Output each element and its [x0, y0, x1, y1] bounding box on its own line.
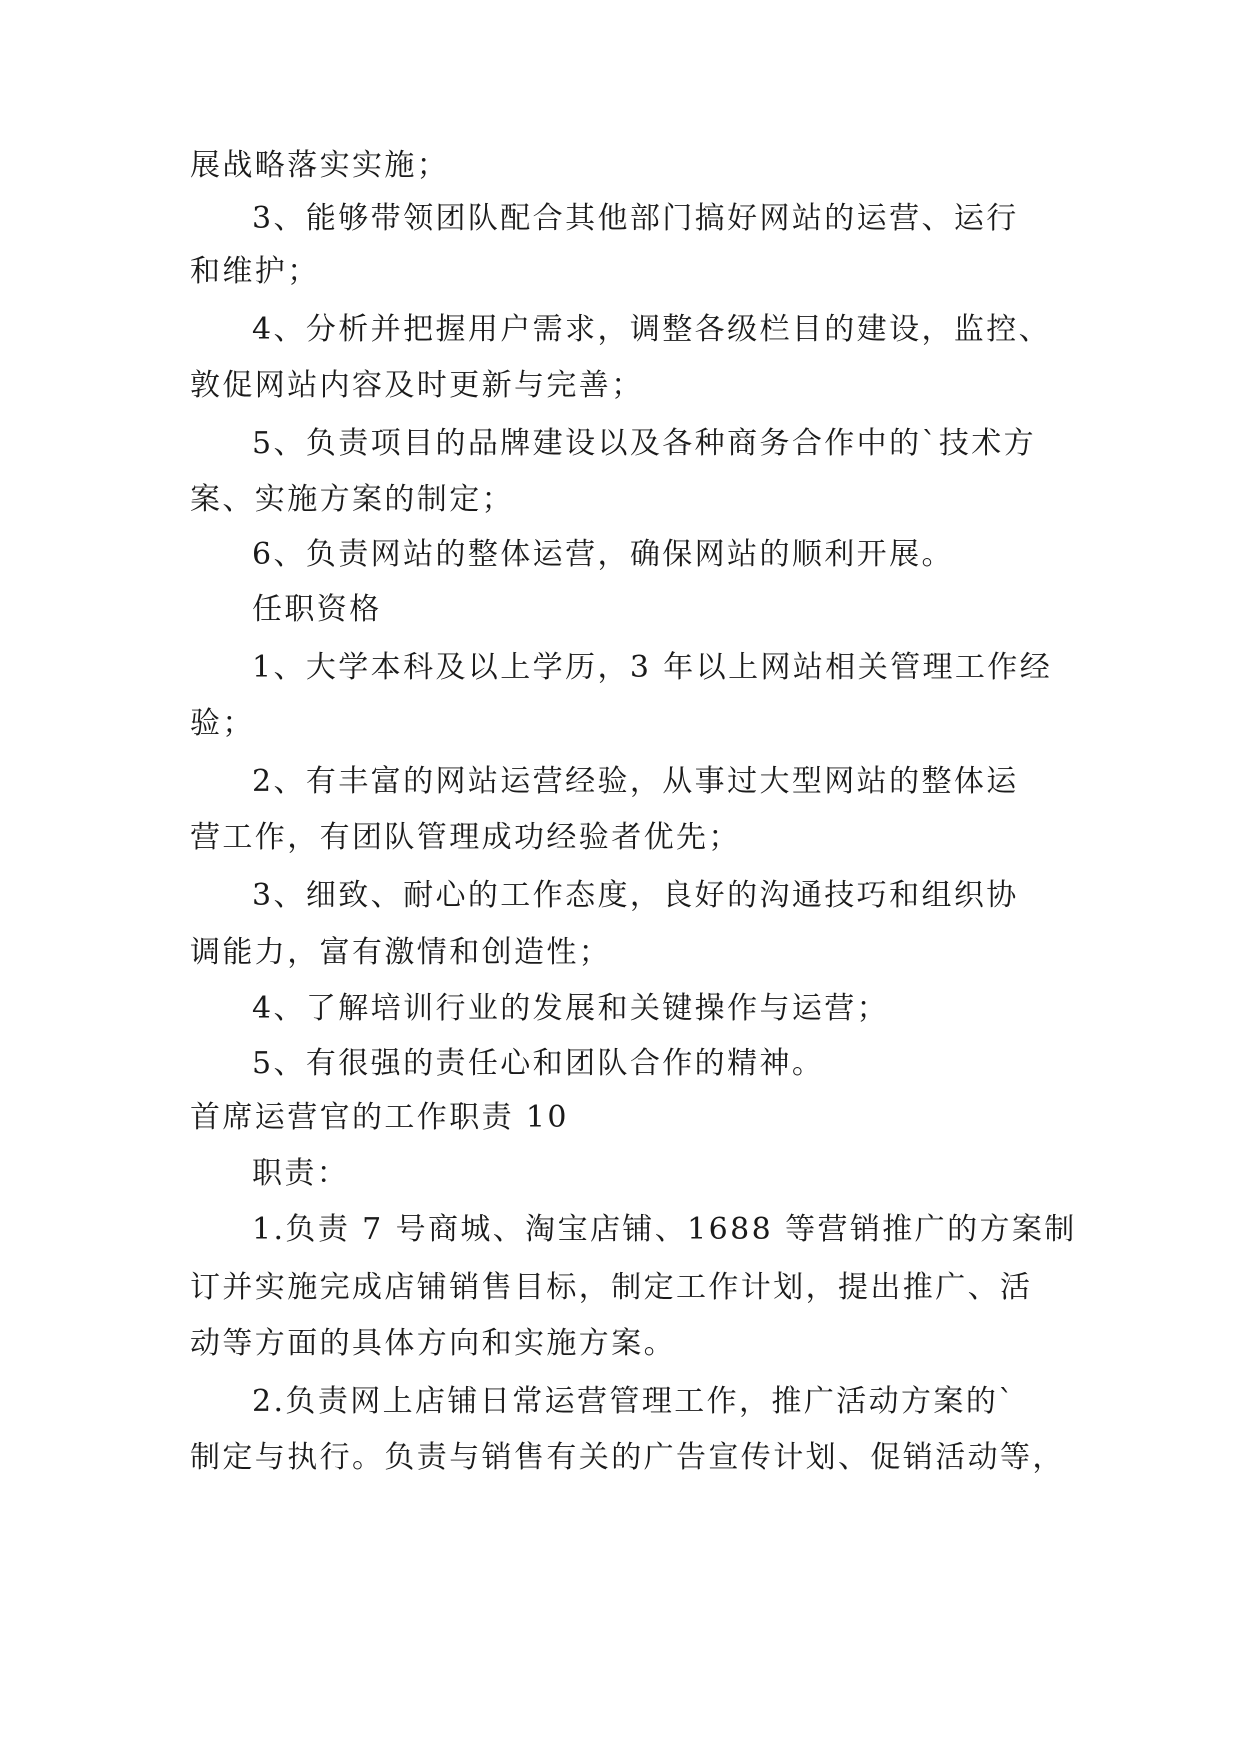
text-line-16: 4、了解培训行业的发展和关键操作与运营； — [252, 991, 890, 1026]
text-line-20: 1.负责 7 号商城、淘宝店铺、1688 等营销推广的方案制 — [252, 1212, 1077, 1247]
text-line-22: 动等方面的具体方向和实施方案。 — [190, 1326, 676, 1361]
text-line-3: 和维护； — [190, 254, 320, 289]
section-title-coo-duties: 首席运营官的工作职责 10 — [190, 1100, 569, 1135]
text-line-17: 5、有很强的责任心和团队合作的精神。 — [252, 1046, 825, 1081]
text-line-12: 2、有丰富的网站运营经验，从事过大型网站的整体运 — [252, 764, 1019, 799]
text-line-6: 5、负责项目的品牌建设以及各种商务合作中的`技术方 — [252, 426, 1037, 461]
text-line-11: 验； — [190, 706, 255, 741]
text-line-23: 2.负责网上店铺日常运营管理工作，推广活动方案的` — [252, 1384, 1016, 1419]
text-line-14: 3、细致、耐心的工作态度，良好的沟通技巧和组织协 — [252, 878, 1019, 913]
text-line-5: 敦促网站内容及时更新与完善； — [190, 368, 644, 403]
text-line-4: 4、分析并把握用户需求，调整各级栏目的建设，监控、 — [252, 312, 1052, 347]
text-line-24: 制定与执行。负责与销售有关的广告宣传计划、促销活动等， — [190, 1440, 1065, 1475]
section-heading-qualifications: 任职资格 — [252, 592, 382, 627]
text-line-7: 案、实施方案的制定； — [190, 482, 514, 517]
text-line-13: 营工作，有团队管理成功经验者优先； — [190, 820, 741, 855]
section-heading-duties: 职责： — [252, 1156, 350, 1191]
text-line-8: 6、负责网站的整体运营，确保网站的顺利开展。 — [252, 537, 954, 572]
text-line-15: 调能力，富有激情和创造性； — [190, 935, 612, 970]
text-line-2: 3、能够带领团队配合其他部门搞好网站的运营、运行 — [252, 201, 1019, 236]
text-line-21: 订并实施完成店铺销售目标，制定工作计划，提出推广、活 — [190, 1270, 1033, 1305]
text-line-1: 展战略落实实施； — [190, 148, 450, 183]
text-line-10: 1、大学本科及以上学历，3 年以上网站相关管理工作经 — [252, 650, 1053, 685]
